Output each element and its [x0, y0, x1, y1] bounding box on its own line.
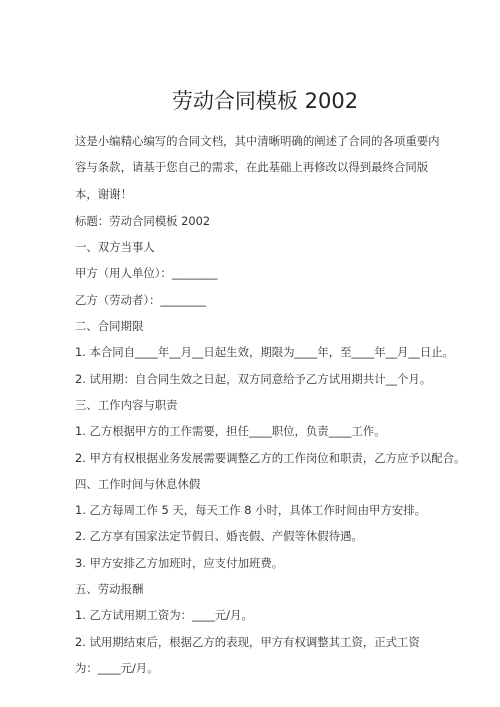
- line-party-a: 甲方（用人单位）：________: [75, 266, 218, 281]
- intro-paragraph: 这是小编精心编写的合同文档，其中清晰明确的阐述了合同的各项重要内容与条款，请基于您自己的需求，在此基础上再修改以得到最终合同版本，谢谢！: [75, 134, 440, 201]
- line-subject-title: 标题：劳动合同模板 2002: [75, 213, 211, 228]
- section-heading-hours: 四、工作时间与休息休假: [75, 476, 201, 491]
- clause-term-1: 1. 本合同自____年__月__日起生效，期限为____年，至____年__月__日止。: [75, 345, 454, 360]
- line-party-b: 乙方（劳动者）：________: [75, 292, 206, 307]
- section-heading-pay: 五、劳动报酬: [75, 582, 144, 597]
- clause-duties-1: 1. 乙方根据甲方的工作需要，担任____职位，负责____工作。: [75, 424, 386, 439]
- section-heading-term: 二、合同期限: [75, 319, 144, 334]
- clause-pay-1: 1. 乙方试用期工资为：____元/月。: [75, 608, 253, 623]
- document-body: [75, 128, 466, 681]
- section-heading-duties: 三、工作内容与职责: [75, 397, 178, 412]
- clause-hours-1: 1. 乙方每周工作 5 天，每天工作 8 小时，具体工作时间由甲方安排。: [75, 503, 427, 518]
- section-heading-parties: 一、双方当事人: [75, 240, 155, 255]
- clause-pay-2: 2. 试用期结束后，根据乙方的表现，甲方有权调整其工资，正式工资为：____元/月。: [75, 634, 420, 675]
- document-title: 劳动合同模板 2002: [171, 89, 359, 113]
- clause-term-2: 2. 试用期：自合同生效之日起，双方同意给予乙方试用期共计__个月。: [75, 371, 432, 386]
- clause-hours-2: 2. 乙方享有国家法定节假日、婚丧假、产假等休假待遇。: [75, 529, 363, 544]
- clause-hours-3: 3. 甲方安排乙方加班时，应支付加班费。: [75, 555, 284, 570]
- clause-duties-2: 2. 甲方有权根据业务发展需要调整乙方的工作岗位和职责，乙方应予以配合。: [75, 450, 466, 465]
